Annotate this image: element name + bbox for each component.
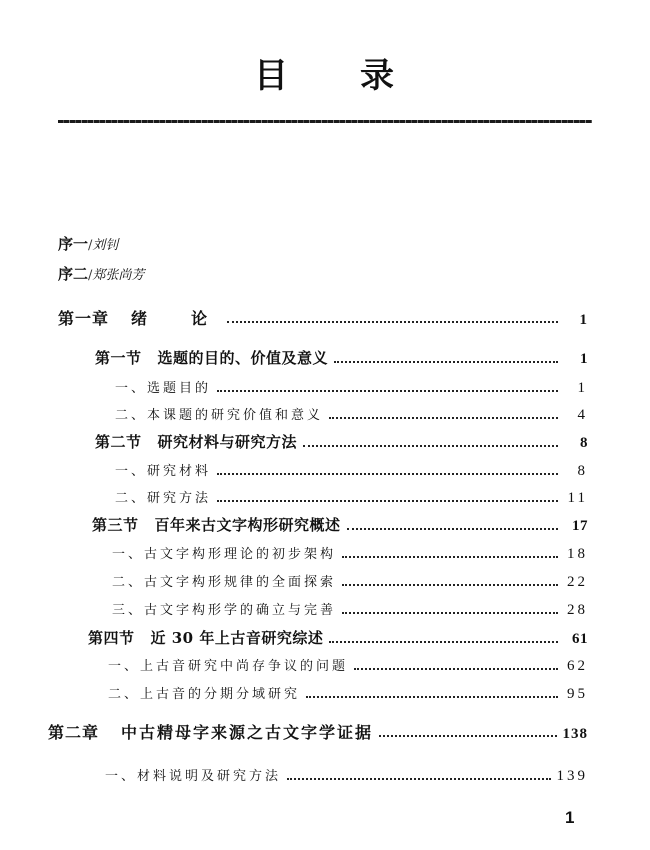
- title-divider: [58, 120, 592, 123]
- item-title: 一、材料说明及研究方法: [105, 769, 282, 784]
- dot-leader: [342, 584, 558, 586]
- section-title: 选题的目的、价值及意义: [157, 349, 329, 367]
- page-ref: 62: [567, 658, 588, 674]
- toc-section-4[interactable]: [88, 627, 588, 648]
- dot-leader: [342, 556, 558, 558]
- item-title: 一、古文字构形理论的初步架构: [112, 547, 337, 562]
- item-title: 一、研究材料: [115, 464, 212, 479]
- dot-leader: [217, 473, 558, 475]
- page-ref: 28: [567, 602, 588, 618]
- page-title: [0, 48, 650, 97]
- preface-separator: /: [88, 268, 93, 283]
- page-ref: 1: [580, 351, 588, 367]
- page-ref: 11: [567, 490, 588, 506]
- item-title: 二、本课题的研究价值和意义: [115, 408, 324, 423]
- dot-leader: [334, 361, 558, 363]
- item-title: 三、古文字构形学的确立与完善: [112, 603, 337, 618]
- toc-chapter-1[interactable]: [58, 306, 588, 329]
- dot-leader: [217, 500, 558, 502]
- chapter-title: 中古精母字来源之古文字学证据: [121, 723, 374, 742]
- toc-item[interactable]: [115, 487, 588, 507]
- dot-leader: [287, 778, 550, 780]
- page-ref: 61: [572, 631, 588, 647]
- page-ref: 1: [577, 380, 588, 396]
- toc-item[interactable]: [105, 765, 588, 785]
- toc-section-1[interactable]: [95, 347, 588, 368]
- toc-item[interactable]: [112, 571, 588, 591]
- section-number: 第四节: [88, 629, 135, 647]
- page-number: 1: [565, 808, 575, 827]
- dot-leader: [379, 735, 556, 737]
- page-ref: 8: [580, 435, 588, 451]
- section-title: 近 30 年上古音研究综述: [150, 629, 324, 647]
- toc-label: [88, 627, 323, 648]
- page-ref: 22: [567, 574, 588, 590]
- toc-item[interactable]: [115, 377, 588, 397]
- page-ref: 17: [572, 518, 588, 534]
- preface-label: 序二: [58, 265, 89, 283]
- section-number: 第二节: [95, 433, 142, 451]
- toc-item[interactable]: [115, 404, 588, 424]
- dot-leader: [227, 321, 558, 323]
- page-ref: 95: [567, 686, 588, 702]
- toc-item[interactable]: [108, 655, 588, 675]
- dot-leader: [217, 390, 558, 392]
- toc-chapter-2[interactable]: [48, 720, 588, 743]
- dot-leader: [329, 417, 558, 419]
- page-ref: 8: [577, 463, 588, 479]
- toc-item[interactable]: [112, 543, 588, 563]
- chapter-number: 第二章: [48, 723, 100, 742]
- page-ref: 18: [567, 546, 588, 562]
- section-title: 百年来古文字构形研究概述: [154, 516, 341, 534]
- toc-section-3[interactable]: [92, 514, 588, 535]
- preface-separator: /: [88, 238, 93, 253]
- toc-item[interactable]: [112, 599, 588, 619]
- toc-label: [95, 431, 297, 452]
- toc-label: [58, 306, 221, 329]
- toc-item[interactable]: [108, 683, 588, 703]
- item-title: 二、研究方法: [115, 491, 212, 506]
- section-number: 第三节: [92, 516, 139, 534]
- section-number: 第一节: [95, 349, 142, 367]
- page-ref: 1: [579, 312, 588, 328]
- toc-label: [48, 720, 373, 743]
- page-ref: 4: [577, 407, 588, 423]
- preface-author: 刘钊: [92, 238, 119, 253]
- item-title: 二、上古音的分期分域研究: [108, 687, 301, 702]
- item-title: 二、古文字构形规律的全面探索: [112, 575, 337, 590]
- preface-author: 郑张尚芳: [92, 268, 145, 283]
- dot-leader: [354, 668, 558, 670]
- title-char-2: 录: [360, 56, 396, 96]
- preface-label: 序一: [58, 235, 89, 253]
- toc-section-2[interactable]: [95, 431, 588, 452]
- toc-label: [95, 347, 328, 368]
- item-title: 一、选题目的: [115, 381, 212, 396]
- title-char-1: 目: [254, 56, 290, 96]
- dot-leader: [342, 612, 558, 614]
- page-ref: 138: [562, 726, 588, 742]
- preface-1[interactable]: [58, 233, 118, 254]
- section-title: 研究材料与研究方法: [157, 433, 298, 451]
- page-ref: 139: [556, 768, 588, 784]
- dot-leader: [303, 445, 558, 447]
- toc-item[interactable]: [115, 460, 588, 480]
- preface-2[interactable]: [58, 263, 144, 284]
- item-title: 一、上古音研究中尚存争议的问题: [108, 659, 349, 674]
- dot-leader: [347, 528, 558, 530]
- chapter-title: 绪 论: [131, 309, 222, 328]
- dot-leader: [306, 696, 558, 698]
- dot-leader: [329, 641, 558, 643]
- toc-label: [92, 514, 341, 535]
- chapter-number: 第一章: [58, 309, 110, 328]
